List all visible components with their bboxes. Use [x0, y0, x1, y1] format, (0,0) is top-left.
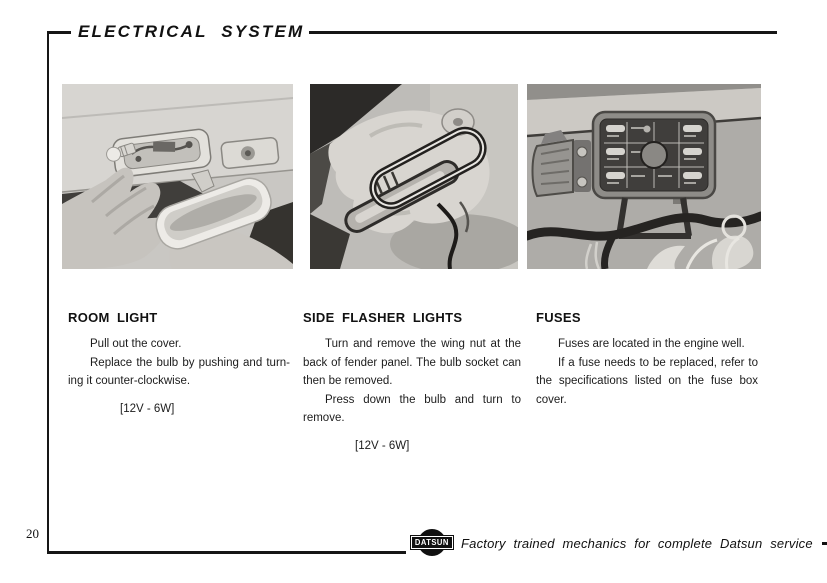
bulb-spec: [12V - 6W] — [355, 439, 410, 452]
instruction-paragraph: Pull out the cover. — [90, 338, 182, 350]
instruction-paragraph: If a fuse needs to be replaced, refer to the specifications listed on the fuse box cover. — [536, 356, 758, 406]
footer-tagline: Factory trained mechanics for complete Datsun service — [461, 536, 813, 551]
section-heading: SIDE FLASHER LIGHTS — [303, 310, 463, 325]
section-fuses — [536, 310, 758, 409]
footer-tagline-group — [461, 536, 827, 551]
side-flasher-illustration — [310, 84, 518, 269]
instruction-paragraph: Turn and remove the wing nut at the back of fender panel. The bulb socket can then be removed. — [303, 338, 521, 387]
room-light-photo — [62, 84, 293, 269]
datsun-logo — [411, 529, 453, 556]
side-flasher-photo — [310, 84, 518, 269]
page-title: ELECTRICAL SYSTEM — [78, 22, 305, 41]
instruction-paragraph: Fuses are located in the engine well. — [558, 338, 745, 350]
datsun-logo-text: DATSUN — [415, 537, 449, 547]
fuse-box-photo — [527, 84, 761, 269]
left-border-rule — [47, 31, 49, 554]
section-heading: FUSES — [536, 310, 581, 325]
instruction-paragraph: Replace the bulb by pushing and turn-ing it counter-clockwise. — [68, 356, 290, 387]
instruction-paragraph: Press down the bulb and turn to remove. — [303, 393, 521, 424]
datsun-logo-band — [411, 536, 453, 549]
page-number: 20 — [26, 526, 39, 541]
room-light-illustration — [62, 84, 293, 269]
tagline-rule — [822, 542, 827, 545]
bulb-spec: [12V - 6W] — [120, 402, 175, 415]
fuse-box-illustration — [527, 84, 761, 269]
section-heading: ROOM LIGHT — [68, 310, 158, 325]
top-left-bracket — [47, 31, 71, 34]
section-room-light — [68, 310, 290, 415]
section-side-flasher-lights — [303, 310, 521, 452]
bottom-border-rule — [47, 551, 406, 554]
title-rule — [309, 31, 777, 34]
